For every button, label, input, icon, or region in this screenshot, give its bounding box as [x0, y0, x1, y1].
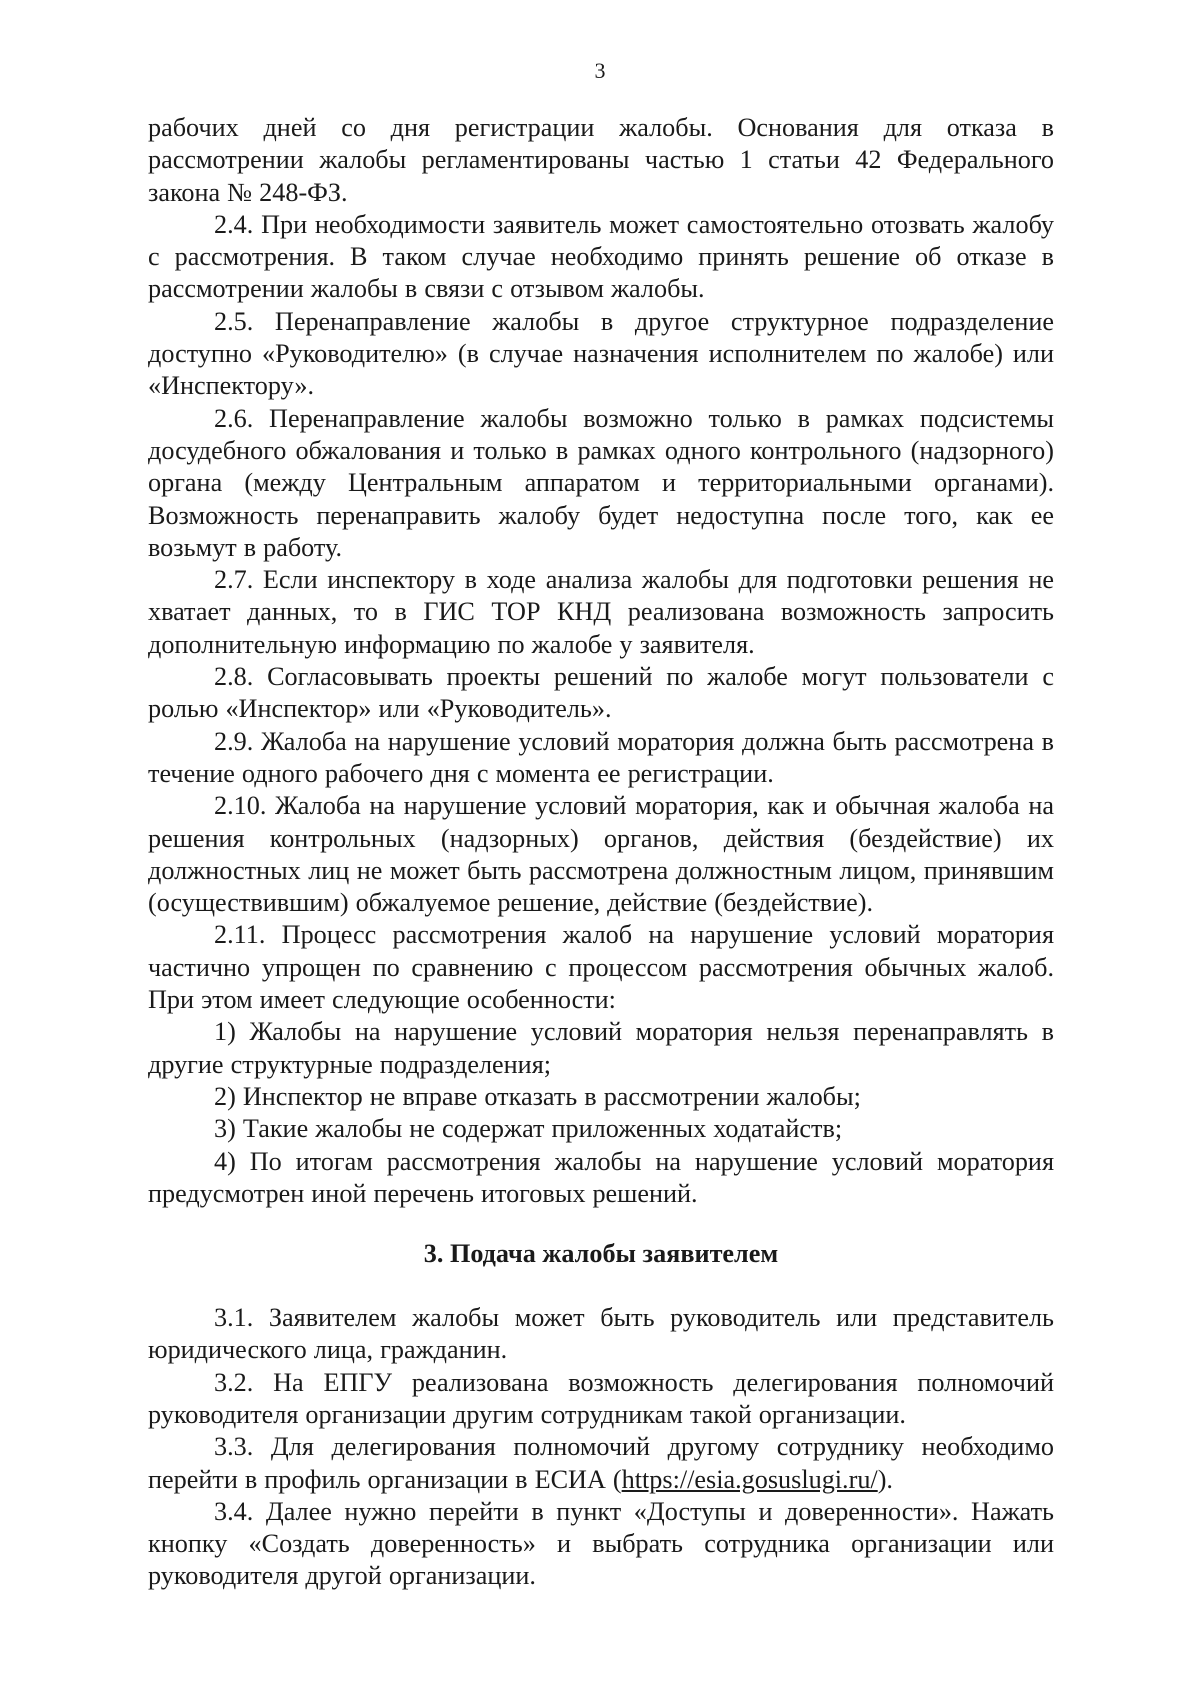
paragraph-list-1: 1) Жалобы на нарушение условий моратория нельзя перенаправлять в другие структурные подразделения; [148, 1017, 1054, 1079]
page-number: 3 [594, 58, 606, 83]
paragraph-3-3-text: 3.3. Для делегирования полномочий другому сотруднику необходимо перейти в профиль организации в ЕСИА ( [148, 1432, 1054, 1494]
paragraphs-before [148, 112, 1054, 1210]
paragraph-2-6: 2.6. Перенаправление жалобы возможно только в рамках подсистемы досудебного обжалования и только в рамках одного контрольного (надзорного) органа (между Центральным аппаратом и территориальными органами). Возможность перенаправить жалобу будет недоступна после того, как ее возьмут в работу. [148, 403, 1054, 562]
paragraph-2-11: 2.11. Процесс рассмотрения жалоб на нарушение условий моратория частично упрощен по сравнению с процессом рассмотрения обычных жалоб. При этом имеет следующие особенности: [148, 920, 1054, 1015]
paragraph-2-8: 2.8. Согласовывать проекты решений по жалобе могут пользователи с ролью «Инспектор» или «Руководитель». [148, 662, 1054, 724]
paragraph-list-3: 3) Такие жалобы не содержат приложенных ходатайств; [214, 1114, 843, 1144]
paragraph-3-2: 3.2. На ЕПГУ реализована возможность делегирования полномочий руководителя организации другим сотрудникам такой организации. [148, 1367, 1054, 1429]
paragraph-2-7: 2.7. Если инспектору в ходе анализа жалобы для подготовки решения не хватает данных, то в ГИС ТОР КНД реализована возможность запросить дополнительную информацию по жалобе у заявителя. [148, 565, 1054, 659]
esia-link[interactable]: https://esia.gosuslugi.ru/ [621, 1464, 878, 1494]
paragraph-3-3 [148, 1431, 1054, 1496]
paragraph-list-2: 2) Инспектор не вправе отказать в рассмотрении жалобы; [214, 1081, 861, 1111]
paragraph-3-4: 3.4. Далее нужно перейти в пункт «Доступы и доверенности». Нажать кнопку «Создать доверенность» и выбрать сотрудника организации или руководителя другой организации. [148, 1496, 1054, 1591]
paragraph-2-5: 2.5. Перенаправление жалобы в другое структурное подразделение доступно «Руководителю» (в случае назначения исполнителем по жалобе) или «Инспектору». [148, 306, 1054, 401]
paragraph-2-10: 2.10. Жалоба на нарушение условий моратория, как и обычная жалоба на решения контрольных (надзорных) органов, действия (бездействие) их должностных лиц не может быть рассмотрена должностным лицом, принявшим (осуществившим) обжалуемое решение, действие (бездействие). [148, 791, 1054, 918]
paragraph-3-1: 3.1. Заявителем жалобы может быть руководитель или представитель юридического лица, гражданин. [148, 1303, 1054, 1365]
paragraph-list-4: 4) По итогам рассмотрения жалобы на нарушение условий моратория предусмотрен иной перечень итоговых решений. [148, 1146, 1054, 1208]
paragraph-2-3-cont: рабочих дней со дня регистрации жалобы. Основания для отказа в рассмотрении жалобы регламентированы частью 1 статьи 42 Федерального закона № 248-ФЗ. [148, 113, 1054, 207]
document-body [148, 112, 1054, 1593]
section-heading: 3. Подача жалобы заявителем [423, 1239, 779, 1269]
paragraph-3-3-tail: ). [877, 1464, 893, 1494]
paragraph-2-9: 2.9. Жалоба на нарушение условий моратория должна быть рассмотрена в течение одного рабочего дня с момента ее регистрации. [148, 726, 1054, 788]
paragraphs-after [148, 1302, 1054, 1431]
paragraph-2-4: 2.4. При необходимости заявитель может самостоятельно отозвать жалобу с рассмотрения. В таком случае необходимо принять решение об отказе в рассмотрении жалобы в связи с отзывом жалобы. [148, 209, 1054, 304]
